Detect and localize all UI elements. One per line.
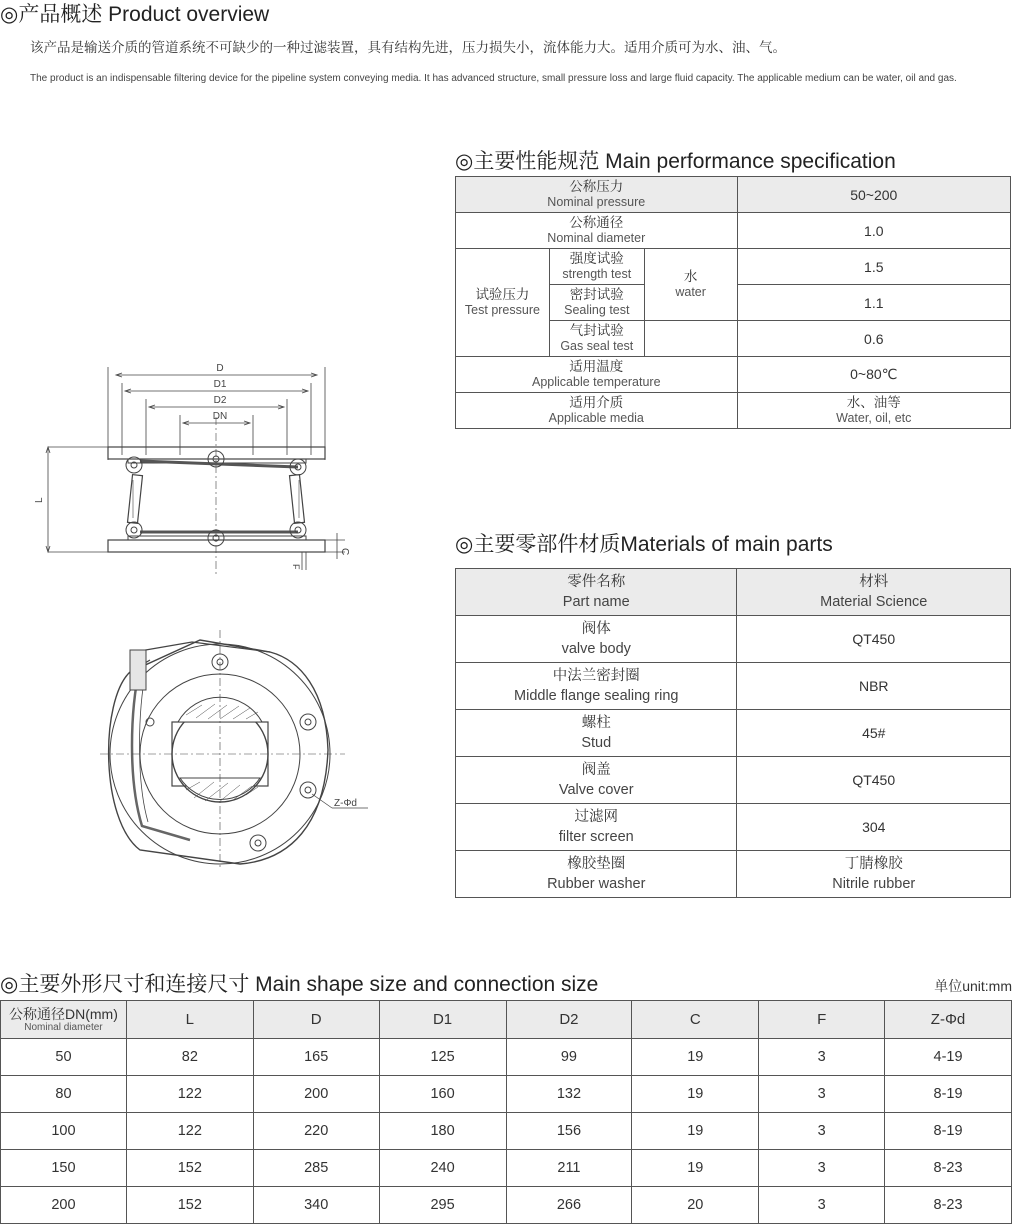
table-cell: 8-19 [885,1076,1012,1113]
table-cell: 200 [1,1187,127,1224]
overview-text-en: The product is an indispensable filtering device for the pipeline system conveying media. It has advanced structure, small pressure loss and large fluid capacity. The applicable medium can be water, oil and gas. [30,73,957,84]
material-cell: 45# [737,710,1011,757]
table-row [456,663,1011,710]
part-name-cell: 螺柱 Stud [456,710,737,757]
strength-test-value: 1.5 [737,249,1010,285]
strength-test-label: 强度试验 strength test [549,249,644,285]
dim-label-D2: D2 [213,395,227,406]
column-header: Z-Φd [885,1001,1012,1039]
table-cell: 20 [632,1187,759,1224]
dim-label-L: L [34,497,45,503]
table-row [456,757,1011,804]
table-row [456,177,1011,213]
table-cell: 3 [759,1150,885,1187]
material-cell: QT450 [737,616,1011,663]
table-row [1,1150,1012,1187]
performance-table [455,176,1011,429]
table-cell: 80 [1,1076,127,1113]
top-view-drawing [100,630,380,870]
overview-text-zh: 该产品是输送介质的管道系统不可缺少的一种过滤装置，具有结构先进，压力损失小，流体能力大。适用介质可为水、油、气。 [30,40,786,55]
table-row [1,1076,1012,1113]
table-cell: 211 [506,1150,632,1187]
column-header: D1 [379,1001,506,1039]
column-header: D [253,1001,379,1039]
column-header: C [632,1001,759,1039]
sealing-test-value: 1.1 [737,285,1010,321]
material-cell: 丁腈橡胶 Nitrile rubber [737,851,1011,898]
unit-label: 单位unit:mm [934,978,1012,994]
temperature-value: 0~80℃ [737,357,1010,393]
table-cell: 8-19 [885,1113,1012,1150]
table-row [456,804,1011,851]
dim-label-DN: DN [212,411,228,422]
column-header: F [759,1001,885,1039]
table-cell: 156 [506,1113,632,1150]
nominal-pressure-value: 50~200 [737,177,1010,213]
table-row [1,1187,1012,1224]
materials-table [455,568,1011,898]
column-header: D2 [506,1001,632,1039]
table-cell: 122 [126,1076,253,1113]
table-cell: 100 [1,1113,127,1150]
table-cell: 8-23 [885,1187,1012,1224]
part-name-cell: 中法兰密封圈 Middle flange sealing ring [456,663,737,710]
temperature-label: 适用温度 Applicable temperature [456,357,738,393]
column-header: L [126,1001,253,1039]
overview-title: ◎产品概述 Product overview [0,3,270,26]
table-cell: 4-19 [885,1039,1012,1076]
media-value: 水、油等 Water, oil, etc [737,393,1010,429]
table-cell: 3 [759,1076,885,1113]
table-cell: 19 [632,1150,759,1187]
material-cell: 304 [737,804,1011,851]
table-cell: 266 [506,1187,632,1224]
nominal-diameter-value: 1.0 [737,213,1010,249]
nominal-diameter-label: 公称通径 Nominal diameter [456,213,738,249]
table-cell: 165 [253,1039,379,1076]
table-cell: 50 [1,1039,127,1076]
table-cell: 200 [253,1076,379,1113]
table-row [456,851,1011,898]
table-cell: 340 [253,1187,379,1224]
part-name-header: 零件名称 Part name [456,569,737,616]
performance-title: ◎主要性能规范 Main performance specification [455,150,896,173]
table-cell: 3 [759,1113,885,1150]
table-cell: 19 [632,1039,759,1076]
part-name-cell: 过滤网 filter screen [456,804,737,851]
table-cell: 3 [759,1187,885,1224]
medium-water-label: 水 water [644,249,737,321]
table-cell: 125 [379,1039,506,1076]
media-label: 适用介质 Applicable media [456,393,738,429]
materials-title: ◎主要零部件材质Materials of main parts [455,533,833,556]
dim-label-F: F [291,564,301,570]
table-cell: 132 [506,1076,632,1113]
table-row [456,710,1011,757]
part-name-cell: 阀盖 Valve cover [456,757,737,804]
table-cell: 99 [506,1039,632,1076]
dimensions-table [0,1000,1012,1224]
nominal-pressure-label: 公称压力 Nominal pressure [456,177,738,213]
material-cell: NBR [737,663,1011,710]
dim-label-C: C [339,548,350,556]
table-cell: 150 [1,1150,127,1187]
table-row [456,393,1011,429]
material-header: 材料 Material Science [737,569,1011,616]
table-row [1,1113,1012,1150]
dim-label-z-phi-d: Z-Φd [334,798,357,809]
table-cell: 285 [253,1150,379,1187]
table-header-row [1,1001,1012,1039]
gas-seal-test-label: 气封试验 Gas seal test [549,321,644,357]
gas-seal-test-value: 0.6 [737,321,1010,357]
table-cell: 240 [379,1150,506,1187]
table-cell: 122 [126,1113,253,1150]
material-cell: QT450 [737,757,1011,804]
table-header-row [456,569,1011,616]
part-name-cell: 阀体 valve body [456,616,737,663]
table-cell: 3 [759,1039,885,1076]
table-row [456,357,1011,393]
table-cell: 19 [632,1076,759,1113]
table-cell: 220 [253,1113,379,1150]
table-cell: 152 [126,1150,253,1187]
test-pressure-label: 试验压力 Test pressure [456,249,550,357]
part-name-cell: 橡胶垫圈 Rubber washer [456,851,737,898]
table-cell: 8-23 [885,1150,1012,1187]
dim-label-D: D [216,363,224,374]
sealing-test-label: 密封试验 Sealing test [549,285,644,321]
table-cell: 82 [126,1039,253,1076]
table-row [1,1039,1012,1076]
table-cell: 160 [379,1076,506,1113]
table-cell: 295 [379,1187,506,1224]
blank-cell [644,321,737,357]
dimensions-title: ◎主要外形尺寸和连接尺寸 Main shape size and connection size [0,973,599,996]
table-cell: 152 [126,1187,253,1224]
table-row [456,249,1011,285]
column-header-dn: 公称通径DN(mm) Nominal diameter [1,1001,127,1039]
table-cell: 180 [379,1113,506,1150]
dim-label-D1: D1 [213,379,227,390]
table-cell: 19 [632,1113,759,1150]
side-view-drawing [30,355,370,575]
table-row [456,616,1011,663]
table-row [456,213,1011,249]
